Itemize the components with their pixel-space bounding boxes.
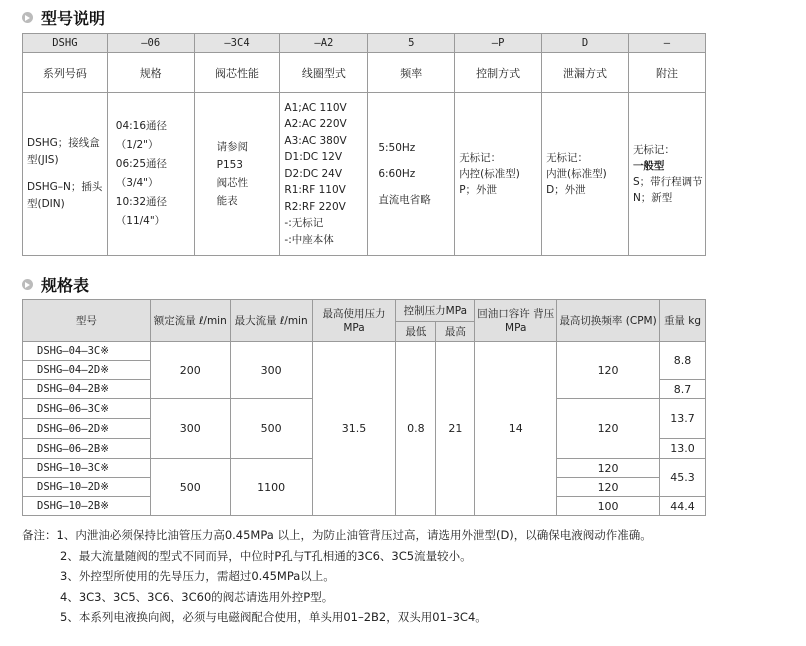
note-line: 3、外控型所使用的先导压力，需超过0.45MPa以上。 [60,569,335,583]
spec-header-max-flow: 最大流量 ℓ/min [230,300,312,342]
size-line: 06:25通径 [115,158,168,170]
series-din: DSHG–N；插头型(DIN) [27,181,103,210]
weight-cell: 13.7 [659,399,705,439]
spec-header-control-pressure: 控制压力MPa [396,300,475,322]
drain-line: 内泄(标准型) [546,168,607,180]
description-row [23,93,706,256]
freq-line: 6:60Hz [378,168,416,180]
code-cell: –P [455,34,542,53]
section-title-text: 规格表 [41,276,90,295]
control-cell [455,93,542,256]
size-line: （1/2"） [115,139,159,151]
series-jis: DSHG；接线盒型(JIS) [27,137,100,166]
max-flow-cell: 1100 [230,459,312,516]
header-cell: 泄漏方式 [542,53,629,93]
weight-cell: 45.3 [659,459,705,497]
model-cell: DSHG–04–2D※ [23,361,151,380]
remark-cell [628,93,705,256]
code-cell: –A2 [280,34,368,53]
header-cell: 规格 [107,53,194,93]
header-cell: 系列号码 [23,53,108,93]
size-line: 04:16通径 [115,120,168,132]
max-flow-cell: 500 [230,399,312,459]
freq-line: 5:50Hz [378,142,416,154]
freq-cell: 120 [557,459,660,478]
rated-flow-cell: 200 [150,342,230,399]
weight-cell: 8.7 [659,380,705,399]
coil-line: R1:RF 110V [284,184,346,197]
weight-cell: 13.0 [659,439,705,459]
note-line: 备注：1、内泄油必须保持比油管压力高0.45MPa 以上，为防止油管背压过高，请选用外泄型(D)，以确保电液阀动作准确。 [22,528,652,542]
model-cell: DSHG–10–2B※ [23,497,151,516]
coil-line: A1;AC 110V [284,101,347,114]
spec-header-max-pressure: 最高使用压力 MPa [312,300,396,342]
size-line: （3/4"） [115,177,159,189]
weight-cell: 44.4 [659,497,705,516]
model-cell: DSHG–04–3C※ [23,342,151,361]
code-cell: –06 [107,34,194,53]
size-line: 10:32通径 [115,196,168,208]
spec-header-rated-flow: 额定流量 ℓ/min [150,300,230,342]
code-cell: – [628,34,705,53]
coil-line: A3:AC 380V [284,134,347,147]
remark-line: S；带行程调节 [632,176,703,188]
notes [22,525,652,628]
remark-line: N；新型 [632,192,673,204]
coil-line: A2:AC 220V [284,118,347,131]
coil-line: R2:RF 220V [284,200,346,213]
model-cell: DSHG–10–2D※ [23,478,151,497]
control-line: P；外泄 [459,184,498,196]
size-line: （11/4"） [115,215,166,227]
section-title-text: 型号说明 [41,9,106,28]
drain-cell [542,93,629,256]
control-line: 无标记： [459,152,502,164]
table-row [23,342,706,361]
remark-line: 一般型 [632,160,665,172]
rated-flow-cell: 300 [150,399,230,459]
spec-header-max: 最高 [436,322,475,342]
header-cell: 控制方式 [455,53,542,93]
code-cell: –3C4 [194,34,280,53]
model-cell: DSHG–06–3C※ [23,399,151,419]
spool-line: 请参阅 [216,141,249,153]
coil-line: -:中座本体 [284,233,334,246]
model-cell: DSHG–06–2D※ [23,419,151,439]
spec-header-back-pressure: 回油口容许 背压MPa [475,300,557,342]
spool-cell [194,93,280,256]
freq-cell: 100 [557,497,660,516]
arrow-bullet-icon [22,12,33,23]
freq-cell: 120 [557,478,660,497]
header-cell: 附注 [628,53,705,93]
max-flow-cell: 300 [230,342,312,399]
coil-line: D2:DC 24V [284,167,343,180]
frequency-cell [368,93,455,256]
note-line: 2、最大流量随阀的型式不同而异，中位时P孔与T孔相通的3C6、3C5流量较小。 [60,548,472,563]
header-row [23,53,706,93]
ctrl-max-cell: 21 [436,342,475,516]
rated-flow-cell: 500 [150,459,230,516]
coil-line: -:无标记 [284,217,324,230]
drain-line: D；外泄 [546,184,586,196]
model-cell: DSHG–10–3C※ [23,459,151,478]
note-line: 5、本系列电液换向阀，必须与电磁阀配合使用，单头用01–2B2，双头用01–3C4。 [60,610,487,624]
code-cell: 5 [368,34,455,53]
model-code-table [22,33,706,256]
header-cell: 频率 [368,53,455,93]
back-pressure-cell: 14 [475,342,557,516]
note-line: 4、3C3、3C5、3C6、3C60的阀芯请选用外控P型。 [60,589,334,604]
size-cell [107,93,194,256]
spec-header-switch-freq: 最高切换频率 (CPM) [557,300,660,342]
model-cell: DSHG–04–2B※ [23,380,151,399]
control-line: 内控(标准型) [459,168,520,180]
drain-line: 无标记： [546,152,589,164]
spec-header-row [23,300,706,322]
freq-cell: 120 [557,399,660,459]
code-row [23,34,706,53]
ctrl-min-cell: 0.8 [396,342,436,516]
model-cell: DSHG–06–2B※ [23,439,151,459]
spec-header-min: 最低 [396,322,436,342]
max-pressure-cell: 31.5 [312,342,396,516]
spool-line: 能表 [216,195,238,207]
header-cell: 线圈型式 [280,53,368,93]
coil-line: D1:DC 12V [284,151,343,164]
header-cell: 阀芯性能 [194,53,280,93]
spec-header-weight: 重量 kg [659,300,705,342]
section-title-spec [22,273,89,296]
series-cell [23,93,108,256]
spec-table [22,299,706,516]
remark-line: 无标记： [632,144,675,156]
freq-cell: 120 [557,342,660,399]
code-cell: DSHG [23,34,108,53]
weight-cell: 8.8 [659,342,705,380]
freq-line: 直流电省略 [378,194,431,206]
coil-cell [280,93,368,256]
spool-line: 阀芯性 [216,177,249,189]
spec-header-model: 型号 [23,300,151,342]
section-title-model [22,6,105,29]
arrow-bullet-icon [22,279,33,290]
spool-line: P153 [216,159,243,171]
code-cell: D [542,34,629,53]
